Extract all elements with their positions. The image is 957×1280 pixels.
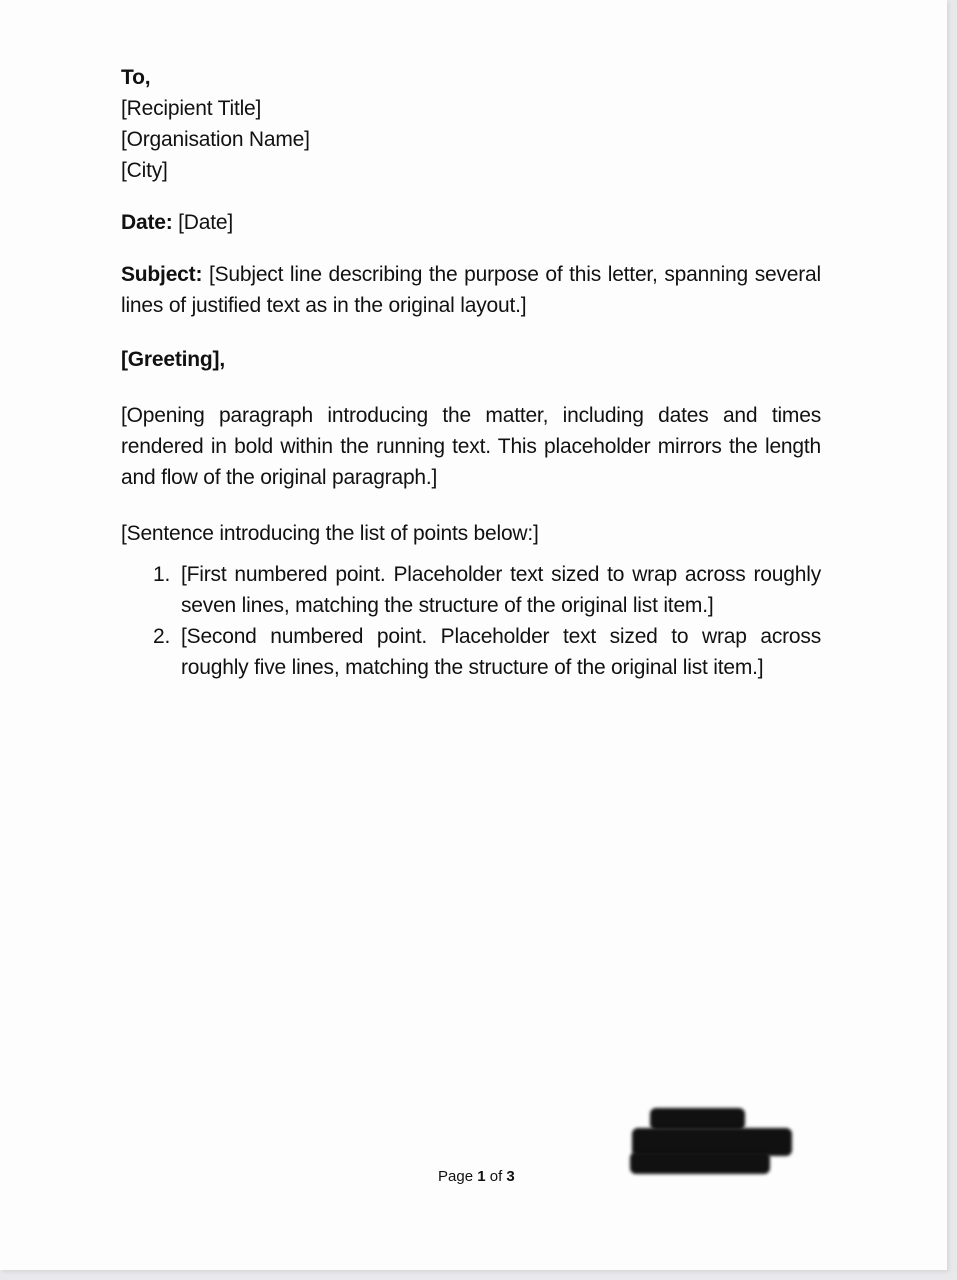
page-total: 3 [506, 1168, 515, 1185]
date-line [121, 207, 821, 238]
recipient-line: [Recipient Title] [121, 97, 262, 120]
subject-text: [Subject line describing the purpose of this letter, spanning several lines of justified text as in the original layout.] [121, 263, 822, 317]
list-intro: [Sentence introducing the list of points below:] [121, 522, 539, 545]
list-item-text: [Second numbered point. Placeholder text sized to wrap across roughly five lines, matching the structure of the original list item.] [181, 625, 821, 679]
subject-line [121, 259, 821, 321]
recipient-line: [City] [121, 159, 168, 182]
page-number [438, 1168, 515, 1185]
letter-body [121, 62, 821, 683]
list-item-number: 2. [153, 625, 171, 648]
address-block [121, 62, 821, 186]
to-label: To, [121, 66, 151, 89]
list-item-number: 1. [153, 563, 171, 586]
list-item [153, 559, 821, 621]
date-label: Date: [121, 211, 173, 234]
opening-paragraph: [Opening paragraph introducing the matter, including dates and times rendered in bold within the running text. This placeholder mirrors the length and flow of the original paragraph.] [121, 404, 821, 489]
list-item-text: [First numbered point. Placeholder text sized to wrap across roughly seven lines, matching the structure of the original list item.] [181, 563, 821, 617]
greeting: [Greeting], [121, 348, 225, 371]
redaction-bar [650, 1108, 745, 1130]
recipient-line: [Organisation Name] [121, 128, 310, 151]
redaction-bar [630, 1152, 770, 1174]
subject-label: Subject: [121, 263, 203, 286]
page-prefix: Page [438, 1168, 474, 1185]
redacted-signature [620, 1100, 800, 1240]
page-of: of [489, 1168, 503, 1185]
list-item [153, 621, 821, 683]
page-current: 1 [477, 1168, 486, 1185]
numbered-list [121, 559, 821, 683]
date-value: [Date] [178, 211, 233, 234]
